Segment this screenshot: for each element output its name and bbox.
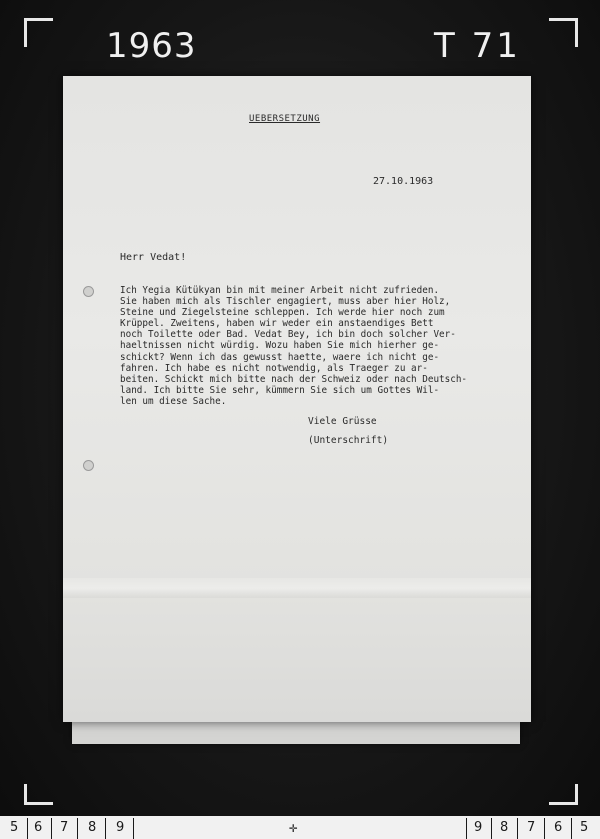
page-fold xyxy=(63,578,531,598)
edge-tick xyxy=(51,818,52,839)
edge-number: 7 xyxy=(60,820,69,835)
crop-corner-top-right xyxy=(549,18,578,47)
edge-number: 8 xyxy=(500,820,509,835)
edge-number: 5 xyxy=(10,820,19,835)
punch-hole-icon xyxy=(83,286,94,297)
edge-number: 9 xyxy=(474,820,483,835)
body-line: len um diese Sache. xyxy=(120,395,227,407)
punch-hole-icon xyxy=(83,460,94,471)
edge-tick xyxy=(491,818,492,839)
edge-number: 5 xyxy=(580,820,589,835)
document-date: 27.10.1963 xyxy=(373,176,434,187)
year-marker: 1963 xyxy=(106,26,197,66)
document-heading: UEBERSETZUNG xyxy=(249,114,321,124)
frame-marker: T 71 xyxy=(434,26,521,66)
crop-corner-bottom-right xyxy=(549,784,578,805)
crosshair-icon: ✛ xyxy=(289,820,298,836)
body-line: Sie haben mich als Tischler engagiert, muss aber hier Holz, xyxy=(120,296,451,308)
body-line: beiten. Schickt mich bitte nach der Schweiz oder nach Deutsch- xyxy=(120,373,468,385)
document-page xyxy=(63,76,531,722)
crop-corner-top-left xyxy=(24,18,53,47)
edge-tick xyxy=(77,818,78,839)
crop-corner-bottom-left xyxy=(24,784,53,805)
edge-number: 9 xyxy=(116,820,125,835)
body-line: haeltnissen nicht würdig. Wozu haben Sie mich hierher ge- xyxy=(120,340,440,352)
body-line: Krüppel. Zweitens, haben wir weder ein anstaendiges Bett xyxy=(120,318,434,330)
body-line: schickt? Wenn ich das gewusst haette, waere ich nicht ge- xyxy=(120,351,440,363)
body-line: noch Toilette oder Bad. Vedat Bey, ich bin doch solcher Ver- xyxy=(120,329,456,341)
edge-tick xyxy=(571,818,572,839)
edge-tick xyxy=(133,818,134,839)
letter-signature: (Unterschrift) xyxy=(308,435,389,446)
body-line: land. Ich bitte Sie sehr, kümmern Sie sich um Gottes Wil- xyxy=(120,384,440,396)
body-line: fahren. Ich habe es nicht notwendig, als Traeger zu ar- xyxy=(120,362,428,374)
edge-number: 7 xyxy=(527,820,536,835)
letter-body xyxy=(120,285,480,407)
letter-greeting: Herr Vedat! xyxy=(120,252,187,263)
edge-tick xyxy=(466,818,467,839)
letter-closing: Viele Grüsse xyxy=(308,416,377,427)
edge-tick xyxy=(105,818,106,839)
edge-tick xyxy=(27,818,28,839)
body-line: Ich Yegia Kütükyan bin mit meiner Arbeit nicht zufrieden. xyxy=(120,285,440,296)
edge-number: 6 xyxy=(554,820,563,835)
edge-number: 8 xyxy=(88,820,97,835)
edge-tick xyxy=(517,818,518,839)
edge-tick xyxy=(544,818,545,839)
body-line: Steine und Ziegelsteine schleppen. Ich werde hier noch zum xyxy=(120,307,445,319)
edge-number: 6 xyxy=(34,820,43,835)
